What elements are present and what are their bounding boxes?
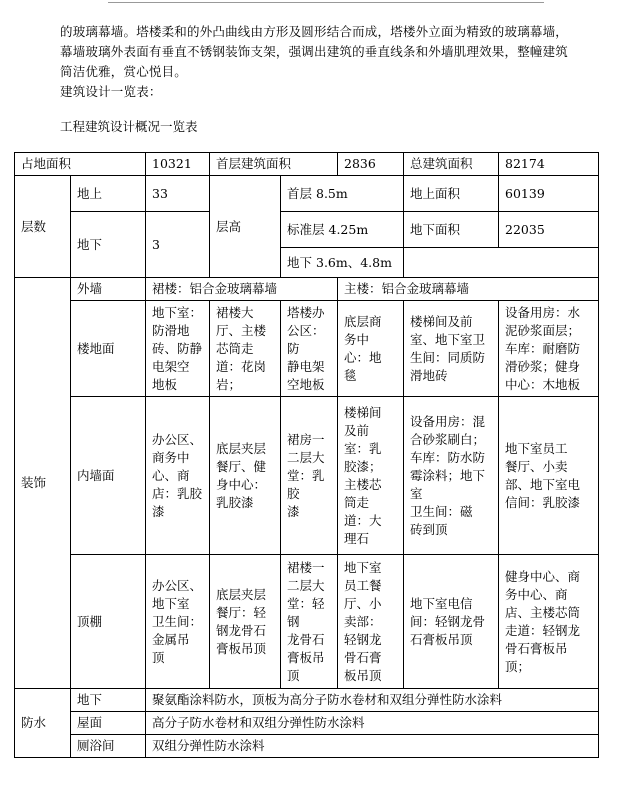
site-area-label: 占地面积 [15,153,146,176]
area-below-label: 地下面积 [404,212,499,248]
ceiling-label: 顶棚 [71,555,146,689]
site-area-value: 10321 [146,153,210,176]
ceiling-cell: 健身中心、商 务中心、商 店、主楼芯筒 走道：轻钢龙 骨石膏板吊 顶； [499,555,599,689]
ceiling-cell: 地下室 员工餐 厅、小 卖部： 轻钢龙 骨石膏 板吊顶 [338,555,404,689]
waterproof-roof-value: 高分子防水卷材和双组分弹性防水涂料 [146,712,599,735]
waterproof-label: 防水 [15,689,71,758]
below-ground-value: 3 [146,212,210,278]
wall-cell: 楼梯间 及前 室：乳 胶漆； 主楼芯 筒走 道：大 理石 [338,397,404,555]
above-ground-label: 地上 [71,176,146,212]
floor-cell: 楼梯间及前 室、地下室卫 生间：同质防 滑地砖 [404,301,499,397]
interior-wall-label: 内墙面 [71,397,146,555]
intro-line-4: 建筑设计一览表： [60,84,162,99]
floor-cell: 塔楼办 公区：防 静电架 空地板 [281,301,338,397]
waterproof-basement-label: 地下 [71,689,146,712]
empty-cell [404,248,599,278]
waterproof-bath-label: 厕浴间 [71,735,146,758]
total-area-value: 82174 [499,153,599,176]
wall-cell: 设备用房：混 合砂浆刷白； 车库：防水防 霉涂料；地下室 卫生间：磁 砖到顶 [404,397,499,555]
table-row [15,153,599,176]
section-title: 工程建筑设计概况一览表 [60,119,198,134]
above-ground-value: 33 [146,176,210,212]
area-above-label: 地上面积 [404,176,499,212]
decoration-label: 装饰 [15,278,71,689]
wall-cell: 底层夹层 餐厅、健 身中心： 乳胶漆 [210,397,281,555]
first-floor-area-label: 首层建筑面积 [210,153,338,176]
intro-paragraph [60,22,590,102]
table-row [15,301,599,397]
intro-line-1: 的玻璃幕墙。塔楼柔和的外凸曲线由方形及圆形结合而成，塔楼外立面为精致的玻璃幕墙， [60,24,569,39]
area-above-value: 60139 [499,176,599,212]
table-row [15,712,599,735]
table-row [15,176,599,212]
table-row [15,689,599,712]
waterproof-roof-label: 屋面 [71,712,146,735]
ceiling-cell: 地下室电信 间：轻钢龙骨 石膏板吊顶 [404,555,499,689]
table-row [15,555,599,689]
table-row [15,397,599,555]
below-ground-label: 地下 [71,212,146,278]
ceiling-cell: 裙楼一 二层大 堂：轻钢 龙骨石 膏板吊顶 [281,555,338,689]
wall-cell: 裙房一 二层大 堂：乳胶 漆 [281,397,338,555]
height-first-floor: 首层 8.5m [281,176,404,212]
header-rule [108,2,544,3]
intro-line-3: 简洁优雅，赏心悦目。 [60,64,188,79]
first-floor-area-value: 2836 [338,153,404,176]
table-row [15,735,599,758]
table-row [15,212,599,248]
table-row [15,278,599,301]
waterproof-basement-value: 聚氨酯涂料防水，顶板为高分子防水卷材和双组分弹性防水涂料 [146,689,599,712]
floor-cell: 底层商 务中 心：地 毯 [338,301,404,397]
floors-label: 层数 [15,176,71,278]
exterior-podium: 裙楼：铝合金玻璃幕墙 [146,278,338,301]
ceiling-cell: 底层夹层 餐厅：轻 钢龙骨石 膏板吊顶 [210,555,281,689]
area-below-value: 22035 [499,212,599,248]
total-area-label: 总建筑面积 [404,153,499,176]
floor-height-label: 层高 [210,176,281,278]
floor-cell: 地下室： 防滑地 砖、防静 电架空 地板 [146,301,210,397]
floor-finish-label: 楼地面 [71,301,146,397]
intro-line-2: 幕墙玻璃外表面有垂直不锈钢装饰支架，强调出建筑的垂直线条和外墙肌理效果，整幢建筑 [60,44,569,59]
height-standard-floor: 标准层 4.25m [281,212,404,248]
wall-cell: 地下室员工 餐厅、小卖 部、地下室电 信间：乳胶漆 [499,397,599,555]
wall-cell: 办公区、 商务中 心、商 店：乳胶 漆 [146,397,210,555]
floor-cell: 裙楼大 厅、主楼 芯筒走 道：花岗 岩； [210,301,281,397]
waterproof-bath-value: 双组分弹性防水涂料 [146,735,599,758]
exterior-wall-label: 外墙 [71,278,146,301]
design-overview-table [14,152,599,758]
ceiling-cell: 办公区、 地下室 卫生间： 金属吊 顶 [146,555,210,689]
floor-cell: 设备用房：水 泥砂浆面层； 车库：耐磨防 滑砂浆；健身 中心：木地板 [499,301,599,397]
exterior-main: 主楼：铝合金玻璃幕墙 [338,278,599,301]
height-basement: 地下 3.6m、4.8m [281,248,404,278]
